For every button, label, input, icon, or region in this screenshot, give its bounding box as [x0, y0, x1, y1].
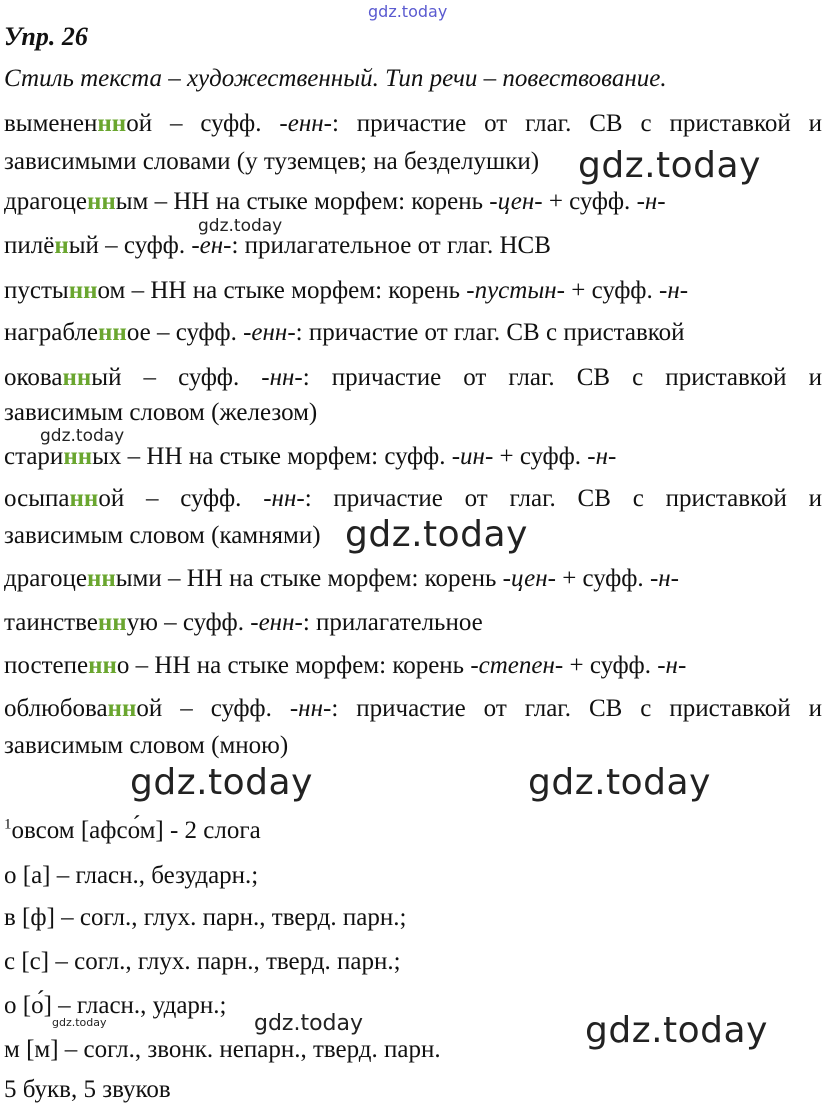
entry-text: драгоце [4, 565, 87, 592]
entry-text: : причастие от глаг. СВ с приставкой и [304, 485, 822, 512]
morpheme: -ин- [451, 443, 494, 470]
morpheme: -цен- [502, 565, 556, 592]
morpheme: -енн- [279, 110, 332, 137]
entry-text: зависимым словом (железом) [4, 399, 318, 426]
phonetic-line: с [с] – согл., глух. парн., тверд. парн.; [4, 948, 401, 975]
highlighted-letters: нн [97, 609, 127, 636]
word-entry [4, 363, 822, 393]
highlighted-letters: нн [68, 277, 98, 304]
entry-text: : причастие от глаг. СВ с приставкой и [302, 364, 822, 391]
watermark: gdz.today [52, 1016, 107, 1029]
morpheme: -нн- [261, 364, 303, 391]
entry-continuation [4, 731, 288, 761]
watermark: gdz.today [198, 216, 283, 236]
morpheme: -ен- [191, 232, 232, 259]
entry-text: постепе [4, 652, 89, 679]
word-entry [4, 608, 483, 638]
entry-text: таинстве [4, 609, 98, 636]
entry-text: зависимым словом (мною) [4, 732, 289, 759]
entry-continuation [4, 398, 317, 428]
footnote-marker: 1 [4, 816, 12, 833]
entry-text: зависимым словом (камнями) [4, 522, 321, 549]
morpheme: -енн- [250, 609, 303, 636]
entry-text: пусты [4, 277, 69, 304]
entry-text: + суфф. [555, 565, 650, 592]
watermark: gdz.today [578, 145, 761, 186]
word-entry [4, 442, 616, 472]
entry-text: : причастие от глаг. СВ с приставкой и [331, 110, 822, 137]
word-entry [4, 109, 822, 139]
highlighted-letters: н [54, 232, 69, 259]
entry-text: зависимыми словами (у туземцев; на безделушки) [4, 148, 540, 175]
entry-text: награбле [4, 319, 98, 346]
word-entry [4, 187, 666, 217]
morpheme: -степен- [470, 652, 564, 679]
entry-text: + суфф. [563, 652, 658, 679]
entry-text: ом – НН на стыке морфем: корень [97, 277, 467, 304]
entry-text: ый – суфф. [68, 232, 192, 259]
entry-text: ое – суфф. [126, 319, 244, 346]
phonetic-word: овсом [афсо́м] - 2 слога [11, 817, 261, 844]
entry-text: ой – суфф. [136, 695, 290, 722]
watermark: gdz.today [130, 762, 313, 803]
entry-text: + суфф. [542, 188, 637, 215]
entry-text: выменен [4, 110, 98, 137]
phonetic-head [4, 816, 261, 846]
watermark: gdz.today [345, 514, 528, 555]
morpheme: -н- [649, 565, 679, 592]
phonetic-line: о [а] – гласн., безударн.; [4, 862, 259, 889]
morpheme: -пустын- [466, 277, 565, 304]
highlighted-letters: нн [69, 485, 99, 512]
watermark-top: gdz.today [368, 2, 448, 21]
entry-text: : причастие от глаг. СВ с приставкой [295, 319, 685, 346]
entry-text: окова [4, 364, 63, 391]
highlighted-letters: нн [107, 695, 137, 722]
word-entry [4, 231, 551, 261]
word-entry [4, 564, 679, 594]
word-entry [4, 694, 822, 724]
entry-text: облюбова [4, 695, 108, 722]
entry-text: ых – НН на стыке морфем: суфф. [92, 443, 452, 470]
entry-text: ую – суфф. [126, 609, 251, 636]
text-style-note: Стиль текста – художественный. Тип речи – повествование. [4, 65, 667, 92]
word-entry [4, 318, 685, 348]
morpheme: -нн- [289, 695, 332, 722]
entry-text: : прилагательное от глаг. НСВ [231, 232, 551, 259]
watermark: gdz.today [585, 1010, 768, 1051]
entry-text: ой – суфф. [126, 110, 280, 137]
exercise-title: Упр. 26 [4, 22, 88, 51]
morpheme: -н- [659, 277, 689, 304]
highlighted-letters: нн [88, 652, 117, 679]
morpheme: -нн- [263, 485, 305, 512]
phonetic-line: 5 букв, 5 звуков [4, 1076, 171, 1103]
entry-text: + суфф. [493, 443, 588, 470]
morpheme: -енн- [243, 319, 296, 346]
word-entry [4, 276, 688, 306]
entry-text: : причастие от глаг. СВ с приставкой и [331, 695, 822, 722]
entry-text: ой – суфф. [98, 485, 264, 512]
watermark: gdz.today [40, 426, 125, 446]
entry-continuation [4, 147, 539, 177]
highlighted-letters: нн [62, 364, 92, 391]
entry-text: пилё [4, 232, 55, 259]
entry-text: осыпа [4, 485, 70, 512]
word-entry [4, 651, 686, 681]
morpheme: -цен- [489, 188, 543, 215]
entry-text: : прилагательное [302, 609, 483, 636]
phonetic-line: о [о́] – гласн., ударн.; [4, 992, 227, 1019]
morpheme: -н- [657, 652, 687, 679]
entry-continuation [4, 521, 321, 551]
entry-text: ый – суфф. [91, 364, 262, 391]
highlighted-letters: нн [86, 565, 116, 592]
entry-text: ым – НН на стыке морфем: корень [115, 188, 490, 215]
watermark: gdz.today [254, 1011, 364, 1036]
highlighted-letters: нн [63, 443, 93, 470]
entry-text: + суфф. [565, 277, 659, 304]
highlighted-letters: нн [97, 110, 127, 137]
watermark: gdz.today [528, 762, 711, 803]
highlighted-letters: нн [98, 319, 127, 346]
entry-text: о – НН на стыке морфем: корень [116, 652, 471, 679]
entry-text: драгоце [4, 188, 87, 215]
word-entry [4, 484, 822, 514]
morpheme: -н- [587, 443, 617, 470]
entry-text: стари [4, 443, 64, 470]
phonetic-line: м [м] – согл., звонк. непарн., тверд. парн. [4, 1036, 441, 1063]
phonetic-line: в [ф] – согл., глух. парн., тверд. парн.; [4, 904, 407, 931]
morpheme: -н- [636, 188, 666, 215]
entry-text: ыми – НН на стыке морфем: корень [115, 565, 503, 592]
highlighted-letters: нн [86, 188, 116, 215]
